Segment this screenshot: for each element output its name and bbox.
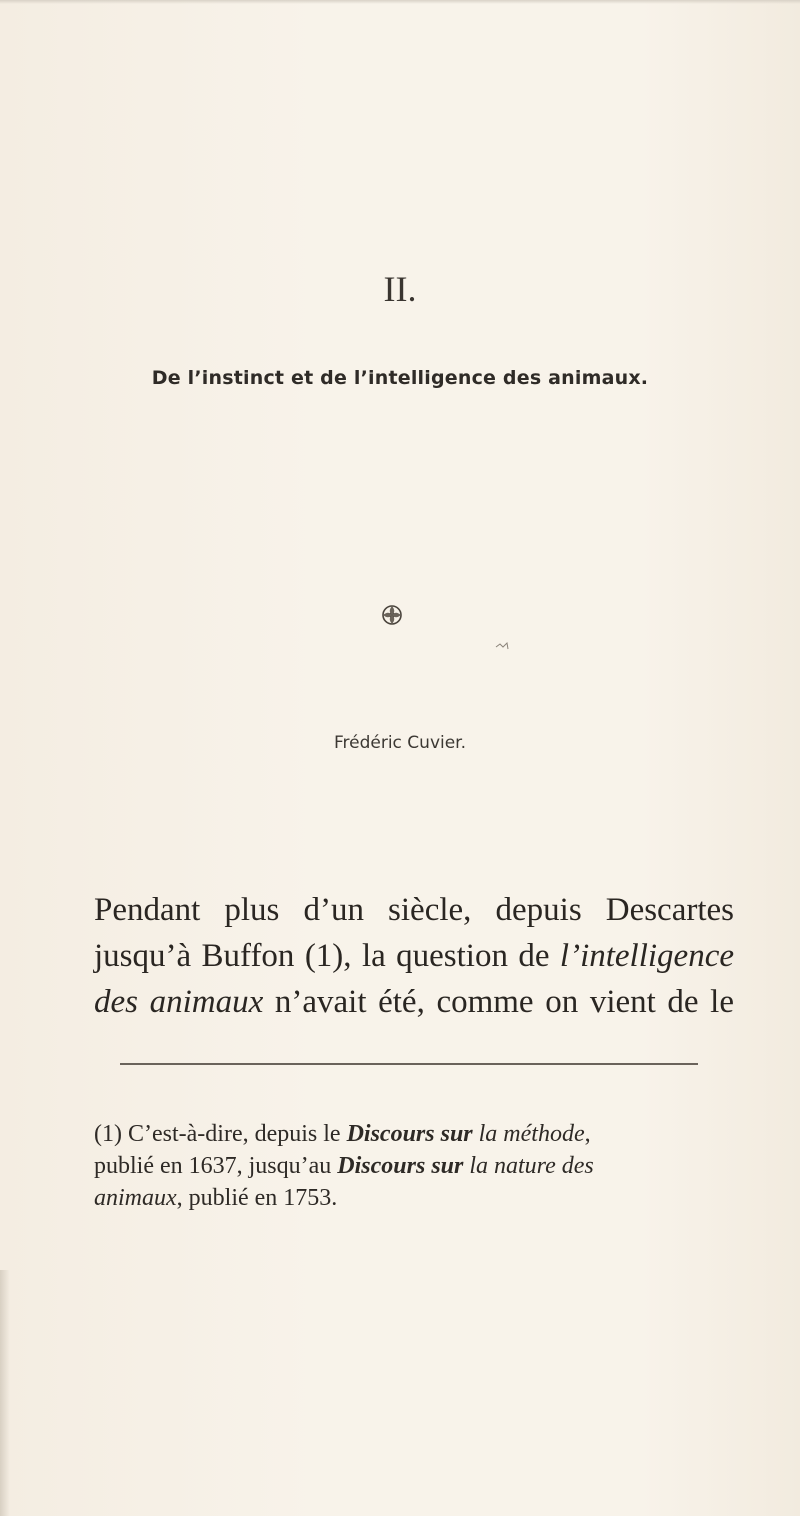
footnote-title-italic: animaux: [94, 1185, 177, 1211]
footnote-text-run: , publié en 1753.: [176, 1185, 338, 1211]
footnote-text-run: (1) C’est-à-dire, depuis le: [94, 1121, 347, 1147]
footnote-line-2: [94, 1150, 734, 1182]
footnote-title-italic: la méthode: [478, 1121, 585, 1147]
footnote-title-bold: Discours sur: [346, 1121, 473, 1147]
ink-speck-icon: [495, 641, 509, 651]
footnote-line-1: [94, 1118, 734, 1150]
body-line-1: Pendant plus d’un siècle, depuis Descartes: [94, 892, 734, 928]
author-name: Frédéric Cuvier.: [333, 733, 467, 753]
footnote-title-bold: Discours sur: [337, 1153, 464, 1179]
body-text-run: jusqu’à Buffon (1), la question de: [94, 938, 560, 974]
italic-term: l’intelligence: [559, 938, 734, 974]
footnote-separator: [120, 1063, 698, 1065]
footnote-line-3: [94, 1182, 734, 1214]
page-top-edge: [0, 0, 800, 4]
flower-ornament-icon: [381, 604, 403, 626]
body-text-run: n’avait été, comme on vient de le: [263, 984, 734, 1020]
footnote-text-run: ,: [584, 1121, 591, 1147]
body-line-2: [94, 933, 734, 979]
italic-term: des animaux: [94, 984, 264, 1020]
chapter-number: II.: [383, 269, 417, 309]
chapter-title: De l’instinct et de l’intelligence des animaux.: [151, 367, 649, 389]
footnote: [94, 1118, 734, 1214]
body-line-3: [94, 979, 734, 1025]
footnote-text-run: publié en 1637, jusqu’au: [94, 1153, 338, 1179]
page-gutter-shadow: [0, 1270, 10, 1516]
body-paragraph: [94, 887, 734, 1025]
footnote-title-italic: la nature des: [469, 1153, 594, 1179]
